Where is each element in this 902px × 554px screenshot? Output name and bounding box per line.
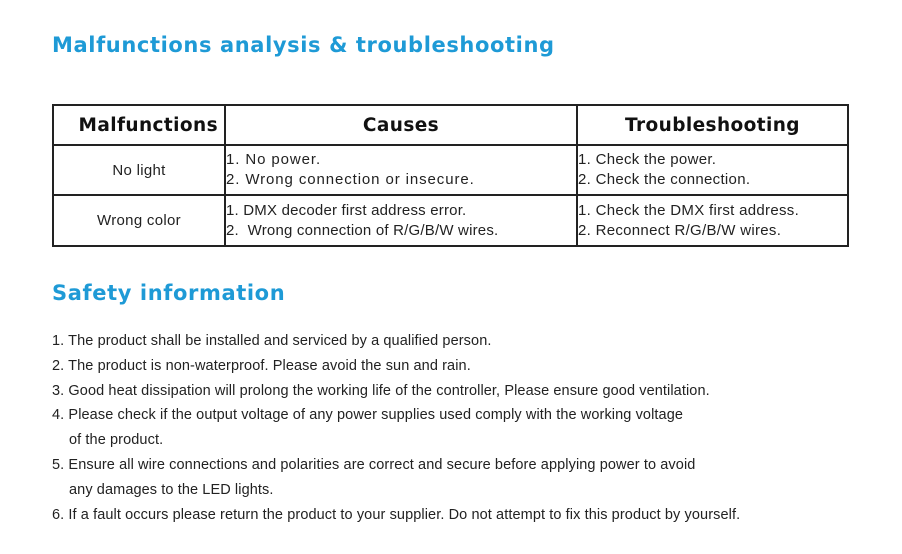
cause-line: 1. DMX decoder first address error. bbox=[226, 201, 467, 219]
safety-item: 3. Good heat dissipation will prolong the working life of the controller, Please ensure good ventilation. bbox=[52, 382, 710, 399]
safety-item-continuation: any damages to the LED lights. bbox=[69, 481, 274, 498]
malfunctions-heading: Malfunctions analysis & troubleshooting bbox=[52, 33, 555, 57]
causes-cell bbox=[225, 145, 577, 195]
safety-item: 1. The product shall be installed and serviced by a qualified person. bbox=[52, 333, 492, 349]
troubleshooting-line: 1. Check the DMX first address. bbox=[578, 201, 800, 219]
safety-item: 2. The product is non-waterproof. Please avoid the sun and rain. bbox=[52, 357, 471, 374]
malfunctions-table bbox=[52, 104, 849, 247]
malfunction-cell: No light bbox=[53, 145, 225, 195]
troubleshooting-line: 2. Check the connection. bbox=[578, 171, 751, 188]
troubleshooting-line: 2. Reconnect R/G/B/W wires. bbox=[578, 221, 782, 239]
table-row bbox=[53, 195, 848, 246]
safety-heading: Safety information bbox=[52, 281, 286, 305]
cause-line: 2. Wrong connection of R/G/B/W wires. bbox=[226, 221, 499, 239]
safety-item-continuation: of the product. bbox=[69, 432, 164, 449]
safety-item: 6. If a fault occurs please return the product to your supplier. Do not attempt to fix this product by yourself. bbox=[52, 506, 741, 523]
header-malfunctions: Malfunctions bbox=[53, 105, 225, 145]
troubleshooting-cell bbox=[577, 145, 848, 195]
table-row bbox=[53, 145, 848, 195]
cause-line: 1. No power. bbox=[226, 151, 322, 168]
troubleshooting-cell bbox=[577, 195, 848, 246]
table-header-row bbox=[53, 105, 848, 145]
causes-cell bbox=[225, 195, 577, 246]
safety-item: 5. Ensure all wire connections and polarities are correct and secure before applying power to avoid bbox=[52, 456, 696, 473]
safety-item: 4. Please check if the output voltage of any power supplies used comply with the working voltage bbox=[52, 407, 684, 424]
header-causes: Causes bbox=[225, 105, 577, 145]
safety-list bbox=[52, 329, 740, 527]
troubleshooting-line: 1. Check the power. bbox=[578, 151, 717, 168]
cause-line: 2. Wrong connection or insecure. bbox=[226, 171, 475, 188]
malfunction-cell: Wrong color bbox=[53, 195, 225, 246]
header-troubleshooting: Troubleshooting bbox=[577, 105, 848, 145]
